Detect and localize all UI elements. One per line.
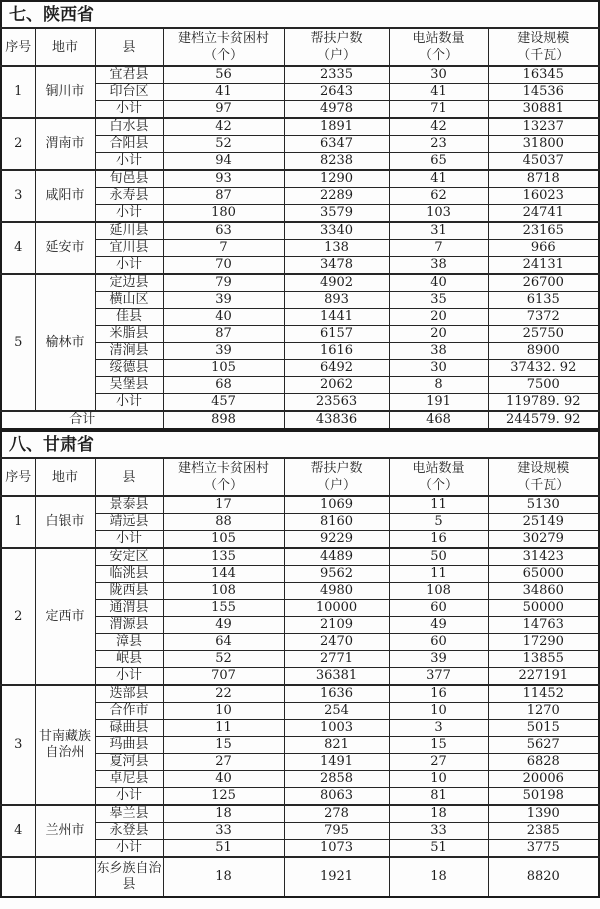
capacity-cell: 24741	[488, 205, 599, 223]
households-cell: 2643	[284, 84, 389, 101]
villages-cell: 64	[163, 634, 284, 651]
capacity-cell: 14536	[488, 84, 599, 101]
col-header-villages	[163, 458, 284, 496]
villages-cell: 144	[163, 566, 284, 583]
stations-cell: 60	[389, 600, 488, 617]
villages-cell: 79	[163, 274, 284, 292]
villages-cell: 108	[163, 583, 284, 600]
capacity-cell: 8718	[488, 170, 599, 188]
stations-cell: 16	[389, 531, 488, 549]
villages-cell: 135	[163, 548, 284, 566]
county-cell: 皋兰县	[95, 805, 163, 823]
capacity-cell: 16345	[488, 66, 599, 84]
county-cell: 佳县	[95, 309, 163, 326]
stations-cell: 81	[389, 788, 488, 806]
county-cell: 渭源县	[95, 617, 163, 634]
county-cell: 靖远县	[95, 514, 163, 531]
column-header-row	[1, 458, 599, 496]
villages-cell: 11	[163, 720, 284, 737]
households-cell: 36381	[284, 668, 389, 686]
col-header-stations-line1: 电站数量	[412, 461, 465, 476]
villages-cell: 155	[163, 600, 284, 617]
col-header-stations-line1: 电站数量	[412, 31, 465, 46]
households-cell: 138	[284, 240, 389, 257]
stations-cell: 468	[389, 411, 488, 429]
households-cell: 1491	[284, 754, 389, 771]
villages-cell: 898	[163, 411, 284, 429]
villages-cell: 17	[163, 496, 284, 514]
table-row	[1, 170, 599, 188]
city-cell: 渭南市	[35, 118, 95, 170]
table-row	[1, 496, 599, 514]
county-cell: 吴堡县	[95, 377, 163, 394]
households-cell: 9562	[284, 566, 389, 583]
subtotal-label: 小计	[95, 205, 163, 223]
col-header-households-line2: （户）	[316, 478, 356, 493]
stations-cell: 62	[389, 188, 488, 205]
col-header-households-line1: 帮扶户数	[310, 31, 363, 46]
households-cell: 6347	[284, 136, 389, 153]
stations-cell: 18	[389, 857, 488, 897]
col-header-capacity	[488, 458, 599, 496]
city-cell: 兰州市	[35, 805, 95, 857]
villages-cell: 18	[163, 805, 284, 823]
stations-cell: 108	[389, 583, 488, 600]
table-row	[1, 118, 599, 136]
stations-cell: 49	[389, 617, 488, 634]
city-cell	[35, 857, 95, 897]
stations-cell: 41	[389, 84, 488, 101]
stations-cell: 10	[389, 771, 488, 788]
stations-cell: 38	[389, 257, 488, 275]
stations-cell: 377	[389, 668, 488, 686]
stations-cell: 38	[389, 343, 488, 360]
stations-cell: 3	[389, 720, 488, 737]
villages-cell: 22	[163, 685, 284, 703]
households-cell: 795	[284, 823, 389, 840]
households-cell: 6492	[284, 360, 389, 377]
households-cell: 2335	[284, 66, 389, 84]
villages-cell: 56	[163, 66, 284, 84]
capacity-cell: 13855	[488, 651, 599, 668]
stations-cell: 51	[389, 840, 488, 858]
capacity-cell: 16023	[488, 188, 599, 205]
capacity-cell: 34860	[488, 583, 599, 600]
serial-cell: 4	[1, 805, 35, 857]
city-cell: 白银市	[35, 496, 95, 548]
households-cell: 254	[284, 703, 389, 720]
households-cell: 893	[284, 292, 389, 309]
table-row	[1, 685, 599, 703]
section-title: 七、陕西省	[1, 1, 599, 28]
column-header-row	[1, 28, 599, 66]
county-cell: 通渭县	[95, 600, 163, 617]
stations-cell: 27	[389, 754, 488, 771]
city-cell: 咸阳市	[35, 170, 95, 222]
villages-cell: 27	[163, 754, 284, 771]
table-row	[1, 222, 599, 240]
county-cell: 合阳县	[95, 136, 163, 153]
villages-cell: 52	[163, 136, 284, 153]
households-cell: 1891	[284, 118, 389, 136]
col-header-stations-line2: （个）	[418, 478, 458, 493]
col-header-capacity-line1: 建设规模	[517, 461, 570, 476]
stations-cell: 40	[389, 274, 488, 292]
stations-cell: 7	[389, 240, 488, 257]
col-header-capacity-line2: （千瓦）	[517, 478, 570, 493]
households-cell: 1636	[284, 685, 389, 703]
households-cell: 1003	[284, 720, 389, 737]
serial-cell: 3	[1, 170, 35, 222]
villages-cell: 68	[163, 377, 284, 394]
table-row	[1, 805, 599, 823]
households-cell: 6157	[284, 326, 389, 343]
stations-cell: 191	[389, 394, 488, 412]
subtotal-label: 小计	[95, 153, 163, 171]
capacity-cell: 3775	[488, 840, 599, 858]
capacity-cell: 25149	[488, 514, 599, 531]
county-cell: 陇西县	[95, 583, 163, 600]
col-header-villages-line2: （个）	[203, 478, 243, 493]
subtotal-label: 小计	[95, 257, 163, 275]
villages-cell: 87	[163, 326, 284, 343]
capacity-cell: 119789. 92	[488, 394, 599, 412]
serial-cell: 5	[1, 274, 35, 411]
households-cell: 1616	[284, 343, 389, 360]
capacity-cell: 31423	[488, 548, 599, 566]
households-cell: 821	[284, 737, 389, 754]
city-cell: 甘南藏族自治州	[35, 685, 95, 805]
section-title-row	[1, 1, 599, 28]
col-header-serial: 序号	[1, 458, 35, 496]
villages-cell: 52	[163, 651, 284, 668]
households-cell: 10000	[284, 600, 389, 617]
villages-cell: 51	[163, 840, 284, 858]
county-cell: 合作市	[95, 703, 163, 720]
stations-cell: 30	[389, 360, 488, 377]
villages-cell: 49	[163, 617, 284, 634]
total-row	[1, 411, 599, 429]
stations-cell: 31	[389, 222, 488, 240]
table-row	[1, 66, 599, 84]
province-table-0	[0, 0, 600, 430]
villages-cell: 70	[163, 257, 284, 275]
villages-cell: 88	[163, 514, 284, 531]
stations-cell: 30	[389, 66, 488, 84]
col-header-capacity-line1: 建设规模	[517, 31, 570, 46]
households-cell: 2289	[284, 188, 389, 205]
stations-cell: 11	[389, 566, 488, 583]
villages-cell: 87	[163, 188, 284, 205]
stations-cell: 65	[389, 153, 488, 171]
col-header-households-line1: 帮扶户数	[310, 461, 363, 476]
serial-cell: 2	[1, 118, 35, 170]
villages-cell: 39	[163, 292, 284, 309]
county-cell: 横山区	[95, 292, 163, 309]
villages-cell: 94	[163, 153, 284, 171]
villages-cell: 180	[163, 205, 284, 223]
city-cell: 定西市	[35, 548, 95, 685]
villages-cell: 39	[163, 343, 284, 360]
serial-cell: 2	[1, 548, 35, 685]
capacity-cell: 966	[488, 240, 599, 257]
stations-cell: 39	[389, 651, 488, 668]
households-cell: 4978	[284, 101, 389, 119]
stations-cell: 11	[389, 496, 488, 514]
section-title: 八、甘肃省	[1, 431, 599, 458]
villages-cell: 93	[163, 170, 284, 188]
serial-cell: 1	[1, 66, 35, 118]
stations-cell: 42	[389, 118, 488, 136]
capacity-cell: 2385	[488, 823, 599, 840]
col-header-villages-line1: 建档立卡贫困村	[177, 461, 269, 476]
capacity-cell: 5015	[488, 720, 599, 737]
stations-cell: 10	[389, 703, 488, 720]
county-cell: 永登县	[95, 823, 163, 840]
stations-cell: 50	[389, 548, 488, 566]
capacity-cell: 26700	[488, 274, 599, 292]
county-cell: 米脂县	[95, 326, 163, 343]
capacity-cell: 45037	[488, 153, 599, 171]
col-header-households	[284, 28, 389, 66]
capacity-cell: 8900	[488, 343, 599, 360]
villages-cell: 63	[163, 222, 284, 240]
col-header-stations-line2: （个）	[418, 48, 458, 63]
stations-cell: 16	[389, 685, 488, 703]
serial-cell: 1	[1, 496, 35, 548]
households-cell: 1290	[284, 170, 389, 188]
capacity-cell: 50000	[488, 600, 599, 617]
county-cell: 安定区	[95, 548, 163, 566]
capacity-cell: 65000	[488, 566, 599, 583]
capacity-cell: 37432. 92	[488, 360, 599, 377]
col-header-city: 地市	[35, 458, 95, 496]
subtotal-label: 小计	[95, 840, 163, 858]
stations-cell: 20	[389, 309, 488, 326]
households-cell: 2109	[284, 617, 389, 634]
serial-cell	[1, 857, 35, 897]
capacity-cell: 30279	[488, 531, 599, 549]
villages-cell: 457	[163, 394, 284, 412]
capacity-cell: 24131	[488, 257, 599, 275]
county-cell: 迭部县	[95, 685, 163, 703]
households-cell: 9229	[284, 531, 389, 549]
col-header-serial: 序号	[1, 28, 35, 66]
col-header-city: 地市	[35, 28, 95, 66]
households-cell: 1441	[284, 309, 389, 326]
capacity-cell: 8820	[488, 857, 599, 897]
col-header-capacity	[488, 28, 599, 66]
households-cell: 4902	[284, 274, 389, 292]
households-cell: 23563	[284, 394, 389, 412]
villages-cell: 40	[163, 771, 284, 788]
households-cell: 4980	[284, 583, 389, 600]
col-header-capacity-line2: （千瓦）	[517, 48, 570, 63]
col-header-stations	[389, 28, 488, 66]
col-header-stations	[389, 458, 488, 496]
stations-cell: 23	[389, 136, 488, 153]
capacity-cell: 7372	[488, 309, 599, 326]
households-cell: 3340	[284, 222, 389, 240]
villages-cell: 42	[163, 118, 284, 136]
capacity-cell: 244579. 92	[488, 411, 599, 429]
col-header-county: 县	[95, 458, 163, 496]
households-cell: 8160	[284, 514, 389, 531]
stations-cell: 8	[389, 377, 488, 394]
villages-cell: 10	[163, 703, 284, 720]
capacity-cell: 50198	[488, 788, 599, 806]
capacity-cell: 6135	[488, 292, 599, 309]
capacity-cell: 30881	[488, 101, 599, 119]
households-cell: 2771	[284, 651, 389, 668]
capacity-cell: 5130	[488, 496, 599, 514]
capacity-cell: 31800	[488, 136, 599, 153]
stations-cell: 20	[389, 326, 488, 343]
households-cell: 278	[284, 805, 389, 823]
subtotal-label: 小计	[95, 668, 163, 686]
households-cell: 2470	[284, 634, 389, 651]
capacity-cell: 13237	[488, 118, 599, 136]
col-header-households	[284, 458, 389, 496]
county-cell: 岷县	[95, 651, 163, 668]
city-cell: 榆林市	[35, 274, 95, 411]
county-cell: 清涧县	[95, 343, 163, 360]
villages-cell: 125	[163, 788, 284, 806]
villages-cell: 40	[163, 309, 284, 326]
county-cell: 延川县	[95, 222, 163, 240]
col-header-county: 县	[95, 28, 163, 66]
villages-cell: 97	[163, 101, 284, 119]
capacity-cell: 11452	[488, 685, 599, 703]
capacity-cell: 7500	[488, 377, 599, 394]
serial-cell: 3	[1, 685, 35, 805]
villages-cell: 7	[163, 240, 284, 257]
subtotal-label: 小计	[95, 101, 163, 119]
county-cell: 白水县	[95, 118, 163, 136]
households-cell: 8238	[284, 153, 389, 171]
households-cell: 1921	[284, 857, 389, 897]
county-cell: 旬邑县	[95, 170, 163, 188]
county-cell: 碌曲县	[95, 720, 163, 737]
table-row	[1, 548, 599, 566]
capacity-cell: 23165	[488, 222, 599, 240]
col-header-villages	[163, 28, 284, 66]
county-cell: 宜君县	[95, 66, 163, 84]
households-cell: 1073	[284, 840, 389, 858]
county-cell: 宜川县	[95, 240, 163, 257]
county-cell: 夏河县	[95, 754, 163, 771]
county-cell: 玛曲县	[95, 737, 163, 754]
county-cell: 永寿县	[95, 188, 163, 205]
capacity-cell: 1270	[488, 703, 599, 720]
county-cell: 临洮县	[95, 566, 163, 583]
stations-cell: 5	[389, 514, 488, 531]
villages-cell: 105	[163, 360, 284, 377]
households-cell: 43836	[284, 411, 389, 429]
villages-cell: 105	[163, 531, 284, 549]
capacity-cell: 227191	[488, 668, 599, 686]
stations-cell: 35	[389, 292, 488, 309]
table-row	[1, 857, 599, 897]
stations-cell: 18	[389, 805, 488, 823]
subtotal-label: 小计	[95, 531, 163, 549]
households-cell: 3478	[284, 257, 389, 275]
city-cell: 铜川市	[35, 66, 95, 118]
capacity-cell: 14763	[488, 617, 599, 634]
province-table-1	[0, 430, 600, 898]
county-cell: 卓尼县	[95, 771, 163, 788]
table-row	[1, 274, 599, 292]
households-cell: 3579	[284, 205, 389, 223]
households-cell: 4489	[284, 548, 389, 566]
capacity-cell: 20006	[488, 771, 599, 788]
stations-cell: 60	[389, 634, 488, 651]
households-cell: 2858	[284, 771, 389, 788]
city-cell: 延安市	[35, 222, 95, 274]
villages-cell: 707	[163, 668, 284, 686]
stations-cell: 41	[389, 170, 488, 188]
villages-cell: 33	[163, 823, 284, 840]
stations-cell: 15	[389, 737, 488, 754]
capacity-cell: 5627	[488, 737, 599, 754]
capacity-cell: 1390	[488, 805, 599, 823]
villages-cell: 18	[163, 857, 284, 897]
serial-cell: 4	[1, 222, 35, 274]
stations-cell: 71	[389, 101, 488, 119]
households-cell: 2062	[284, 377, 389, 394]
section-title-row	[1, 431, 599, 458]
county-cell: 东乡族自治县	[95, 857, 163, 897]
villages-cell: 41	[163, 84, 284, 101]
county-cell: 绥德县	[95, 360, 163, 377]
villages-cell: 15	[163, 737, 284, 754]
total-label: 合计	[1, 411, 163, 429]
subtotal-label: 小计	[95, 788, 163, 806]
col-header-households-line2: （户）	[316, 48, 356, 63]
subtotal-label: 小计	[95, 394, 163, 412]
households-cell: 1069	[284, 496, 389, 514]
col-header-villages-line1: 建档立卡贫困村	[177, 31, 269, 46]
county-cell: 漳县	[95, 634, 163, 651]
capacity-cell: 17290	[488, 634, 599, 651]
col-header-villages-line2: （个）	[203, 48, 243, 63]
stations-cell: 33	[389, 823, 488, 840]
county-cell: 景泰县	[95, 496, 163, 514]
households-cell: 8063	[284, 788, 389, 806]
capacity-cell: 25750	[488, 326, 599, 343]
county-cell: 定边县	[95, 274, 163, 292]
stations-cell: 103	[389, 205, 488, 223]
county-cell: 印台区	[95, 84, 163, 101]
capacity-cell: 6828	[488, 754, 599, 771]
